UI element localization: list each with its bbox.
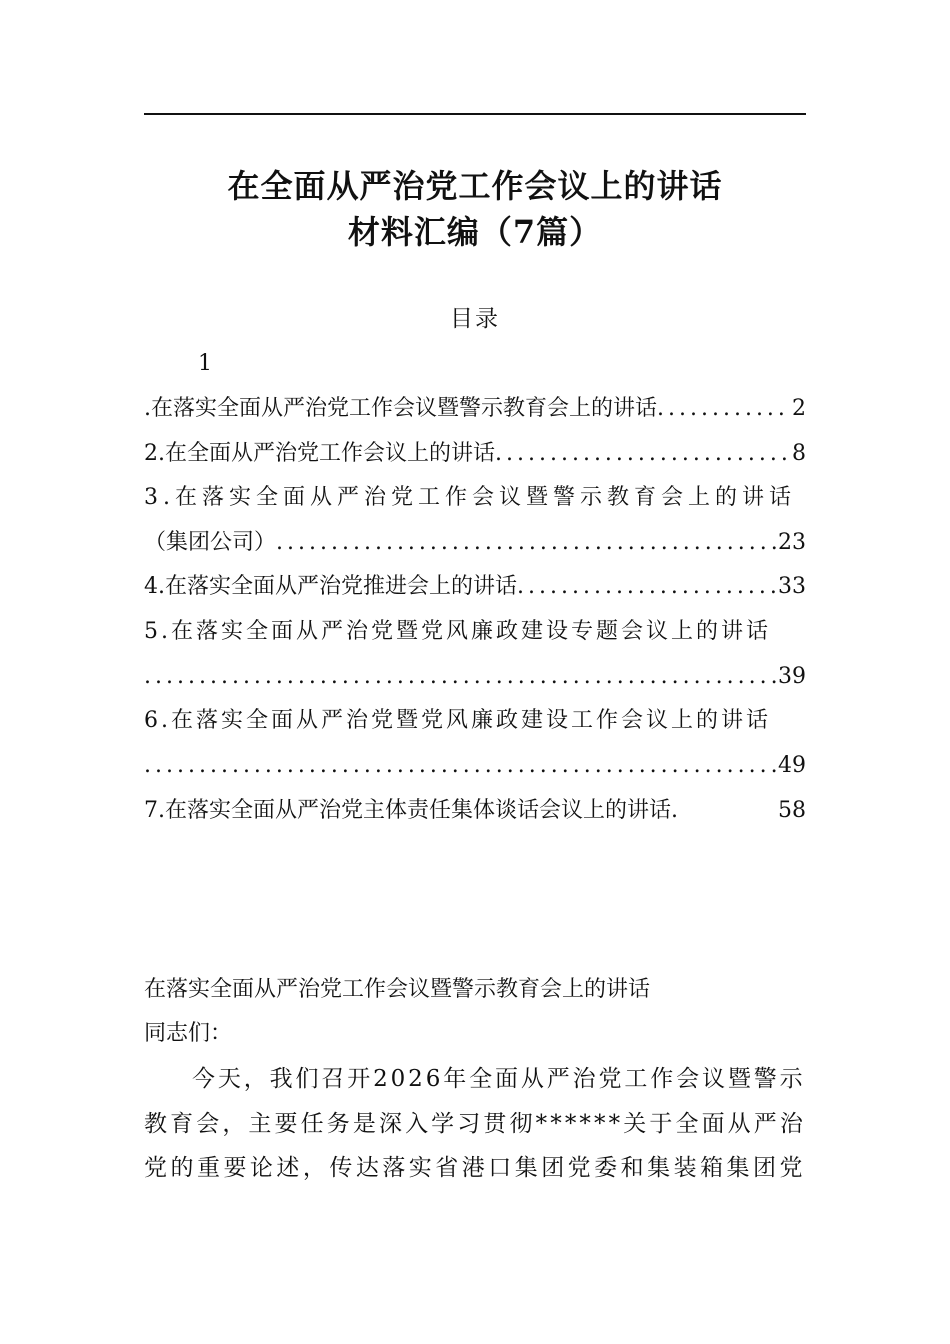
paragraph-text: 党的重要论述，传达落实省港口集团党委和集装箱集团党 [144, 1155, 806, 1181]
toc-entry-6-continuation[interactable] [144, 748, 806, 784]
toc-entry-page: 49 [778, 753, 806, 778]
section-title: 在落实全面从严治党工作会议暨警示教育会上的讲话 [144, 977, 651, 1002]
toc-leader-dots [657, 391, 790, 427]
paragraph-line-2 [144, 1106, 806, 1142]
toc-entry-page: 33 [778, 574, 806, 599]
toc-entry-text: 5.在落实全面从严治党暨党风廉政建设专题会议上的讲话 [144, 619, 771, 644]
toc-heading: 目录 [450, 306, 500, 332]
paragraph-text: 今天，我们召开2026年全面从严治党工作会议暨警示 [192, 1066, 806, 1092]
toc-entry-text: 3.在落实全面从严治党工作会议暨警示教育会上的讲话 [144, 485, 796, 510]
toc-entry-page: 2 [792, 396, 806, 421]
toc-entry-6[interactable] [144, 703, 806, 739]
toc-leader-dots [144, 748, 776, 784]
paragraph-text: 教育会，主要任务是深入学习贯彻******关于全面从严治 [144, 1111, 806, 1137]
toc-entry-1[interactable] [144, 391, 806, 427]
paragraph-line-3 [144, 1150, 806, 1186]
toc-number-prefix: 1 [198, 351, 212, 376]
toc-entry-text: .在落实全面从严治党工作会议暨警示教育会上的讲话 [144, 396, 657, 421]
paragraph-line-1 [144, 1061, 806, 1097]
toc-entry-2[interactable] [144, 436, 806, 472]
toc-entry-text: 6.在落实全面从严治党暨党风廉政建设工作会议上的讲话 [144, 708, 771, 733]
toc-entry-text: 2.在全面从严治党工作会议上的讲话 [144, 441, 495, 466]
toc-entry-text-continuation: （集团公司） [144, 530, 277, 555]
toc-leader-dots [276, 525, 776, 561]
toc-entry-text: 4.在落实全面从严治党推进会上的讲话 [144, 574, 517, 599]
document-title-line-2: 材料汇编（7篇） [347, 213, 603, 251]
toc-leader-dots [495, 436, 790, 472]
toc-entry-7[interactable] [144, 793, 806, 829]
toc-entry-page: 39 [778, 664, 806, 689]
toc-leader-dots [144, 659, 776, 695]
toc-entry-5[interactable] [144, 614, 806, 650]
toc-entry-4[interactable] [144, 569, 806, 605]
toc-entry-page: 23 [778, 530, 806, 555]
document-title-line-1: 在全面从严治党工作会议上的讲话 [227, 167, 723, 205]
header-rule [144, 113, 806, 115]
toc-leader-dots [517, 569, 776, 605]
toc-entry-3[interactable] [144, 480, 806, 516]
toc-entry-3-continuation[interactable] [144, 525, 806, 561]
toc-entry-text: 7.在落实全面从严治党主体责任集体谈话会议上的讲话. [144, 798, 678, 823]
salutation: 同志们： [144, 1021, 233, 1046]
toc-entry-page: 8 [792, 441, 806, 466]
toc-entry-5-continuation[interactable] [144, 659, 806, 695]
toc-entry-page: 58 [778, 798, 806, 823]
